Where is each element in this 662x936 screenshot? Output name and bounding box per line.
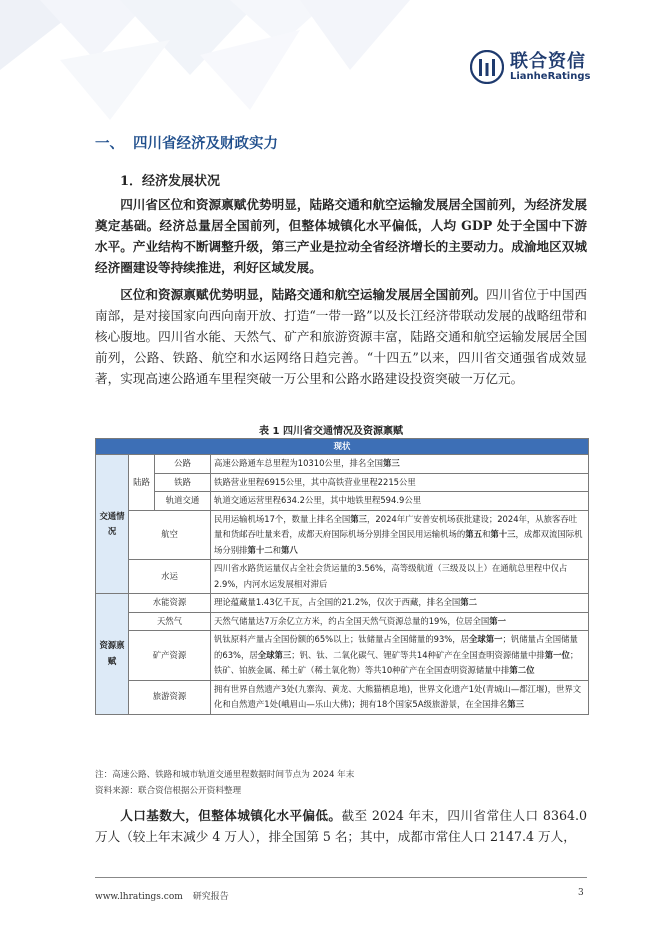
tourism-text: 拥有世界自然遗产3处(九寨沟、黄龙、大熊猫栖息地)，世界文化遗产1处(青城山—都江堰)，世界文化和自然遗产1处(峨眉山—乐山大佛)；拥有18个国家5A级旅游景，在全国排名 [214,683,582,709]
page-number: 3 [578,888,584,898]
brand-name-en: LianheRatings [510,71,591,83]
rail-text: 铁路营业里程6915公里，其中高铁营业里程2215公里 [211,473,589,492]
mineral-rank-3: 第一位 [544,649,570,660]
mineral-text-3: ；钒、钛、二氧化碳气、锂矿等共14种矿产在全国查明资源储量中排 [291,649,545,660]
footer-divider [95,877,587,878]
brand-name-cn: 联合资信 [510,50,586,72]
air-cell [211,510,589,560]
gas-rank: 第一 [489,615,506,626]
air-rank-5: 第八 [281,544,298,555]
section-heading [95,132,278,153]
air-rank-3: 第十三 [490,529,516,539]
mineral-text-4: ；铁矿、铂族金属、稀土矿（稀土氧化物）等共10种矿产在全国查明资源储量中排 [214,649,579,675]
hydro-rank: 第二 [460,597,478,607]
table-row [96,612,589,631]
table-note: 注：高速公路、铁路和城市轨道交通里程数据时间节点为 2024 年末 [95,770,355,780]
lianhe-logo-icon [470,50,504,84]
air-text-5: 和 [272,544,281,555]
water-text: 四川省水路货运量仅占全社会货运量的3.56%，高等级航道（三级及以上）在通航总里程中仅占2.9%，内河水运发展相对滞后 [211,560,589,594]
water-label: 水运 [129,560,211,594]
mineral-label: 矿产资源 [129,631,211,681]
population-paragraph [95,805,587,847]
mineral-rank-2: 全球第三 [257,649,292,660]
land-label: 陆路 [129,455,155,511]
road-text: 高速公路通车总里程为10310公里，排名全国 [214,458,384,468]
air-rank-4: 第十二 [247,544,273,555]
air-text-2: ，2024年广安普安机场获批建设；2024年，从旅客吞吐量和货邮吞吐量来看，成都天府国际机场分别排全国民用运输机场的 [214,513,578,539]
summary-text: 四川省区位和资源禀赋优势明显，陆路交通和航空运输发展居全国前列，为经济发展奠定基础。经济总量居全国前列，但整体城镇化水平偏低，人均 GDP 处于全国中下游水平。产业结构不断调整升级，第三产业是拉动全省经济增长的主要动力。成渝地区双城经济圈建设等持续推进，利好区域发展。 [95,197,587,275]
mineral-cell [211,631,589,681]
location-lead: 区位和资源禀赋优势明显，陆路交通和航空运输发展居全国前列。 [120,287,487,302]
hydro-cell [211,594,589,613]
summary-paragraph [95,194,587,278]
category-resources: 资源禀赋 [96,594,129,715]
tourism-label: 旅游资源 [129,680,211,714]
section-number: 一、 [95,136,124,152]
table-row [96,680,589,714]
gas-text: 天然气储量达7万余亿立方米，约占全国天然气资源总量的19%，位居全国 [214,615,490,626]
air-text-3: 和 [482,529,491,539]
location-body: 四川省位于中国西南部，是对接国家向西向南开放、打造“一带一路”以及长江经济带联动发展的战略纽带和核心腹地。四川省水能、天然气、矿产和旅游资源丰富，陆路交通和航空运输发展居全国前列，公路、铁路、航空和水运网络日趋完善。“十四五”以来，四川省交通强省成效显著，实现高速公路通车里程突破一万公里和公路水路建设投资突破一万亿元。 [95,287,588,386]
air-text-4: ，成都双流国际机场分别排 [214,529,583,555]
table-row [96,594,589,613]
table-header-row [96,439,589,455]
road-label: 公路 [155,455,211,474]
population-body: 截至 2024 年末，四川省常住人口 8364.0 万人（较上年末减少 4 万人），排全国第 5 名；其中，成都市常住人口 2147.4 万人， [95,808,587,844]
subsection-title: 1．经济发展状况 [120,174,221,189]
metro-text: 轨道交通运营里程634.2公里，其中地铁里程594.9公里 [211,492,589,511]
mineral-text-1: 钒钛原料产量占全国份额的65%以上；钛储量占全国储量的93%，居 [214,634,469,644]
hydro-text: 理论蕴藏量1.43亿千瓦，占全国的21.2%，仅次于西藏，排名全国 [214,597,461,607]
road-cell [211,455,589,474]
table-row [96,631,589,681]
footer-label: 研究报告 [192,892,229,902]
air-rank-1: 第三 [350,513,368,524]
rail-label: 铁路 [155,473,211,492]
table-caption: 表 1 四川省交通情况及资源禀赋 [259,426,403,437]
air-label: 航空 [129,510,211,560]
mineral-rank-1: 全球第一 [468,634,503,644]
population-lead: 人口基数大，但整体城镇化水平偏低。 [120,808,342,823]
footer-url[interactable]: www.lhratings.com [95,892,183,902]
table-source: 资料来源：联合资信根据公开资料整理 [95,786,242,796]
transport-resources-table [95,438,589,715]
mineral-rank-4: 第二位 [509,665,535,675]
gas-cell [211,612,589,631]
footer [95,889,229,902]
hydro-label: 水能资源 [129,594,211,613]
air-rank-2: 第五 [465,529,482,539]
table-row [96,510,589,560]
table-row [96,473,589,492]
metro-label: 轨道交通 [155,492,211,511]
section-title: 四川省经济及财政实力 [133,136,278,152]
tourism-cell [211,680,589,714]
header-decoration [0,0,420,130]
brand-logo [470,50,590,84]
table-row [96,492,589,511]
tourism-rank: 第三 [507,699,524,709]
location-paragraph [95,284,587,389]
road-rank: 第三 [383,458,400,468]
table-row [96,560,589,594]
mineral-text-2: ；钒储量占全国储量的63%，居 [214,634,578,660]
category-transport: 交通情况 [96,455,129,594]
table-row [96,455,589,474]
gas-label: 天然气 [129,612,211,631]
air-text-1: 民用运输机场17个，数量上排名全国 [214,513,351,524]
table-header: 现状 [96,439,589,455]
